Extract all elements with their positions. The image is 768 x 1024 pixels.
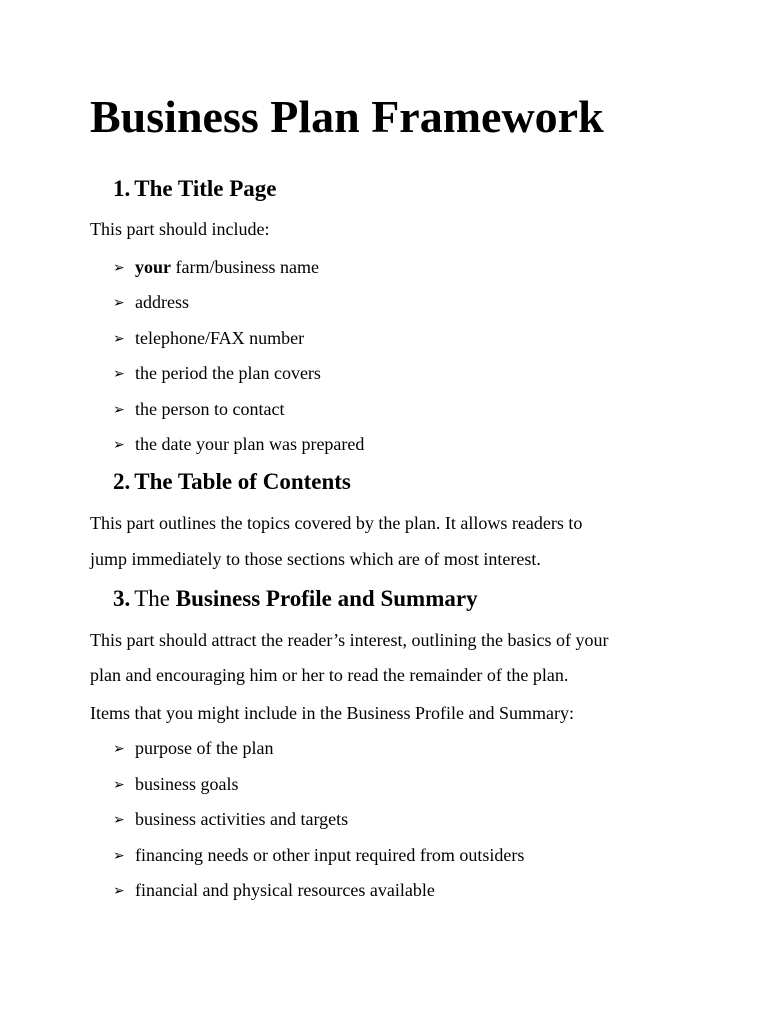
list-item — [113, 362, 321, 385]
list-item-text: the date your plan was prepared — [135, 434, 365, 454]
section-heading-table-of-contents — [113, 468, 351, 496]
list-item — [113, 291, 189, 314]
list-item — [113, 844, 524, 867]
paragraph-line: jump immediately to those sections which are of most interest. — [90, 549, 541, 569]
list-item-text: financing needs or other input required from outsiders — [135, 845, 525, 865]
arrow-bullet-icon: ➢ — [113, 848, 125, 864]
arrow-bullet-icon: ➢ — [113, 777, 125, 793]
list-item-bold: your — [135, 257, 171, 277]
list-item-text: address — [135, 292, 189, 312]
arrow-bullet-icon: ➢ — [113, 741, 125, 757]
section-heading-text: The Title Page — [134, 176, 277, 201]
arrow-bullet-icon: ➢ — [113, 402, 125, 418]
list-item-text: the person to contact — [135, 399, 285, 419]
list-item-text: telephone/FAX number — [135, 328, 305, 348]
arrow-bullet-icon: ➢ — [113, 331, 125, 347]
section-heading-title-page — [113, 175, 277, 203]
section-intro: This part should include: — [90, 219, 270, 239]
arrow-bullet-icon: ➢ — [113, 812, 125, 828]
list-item — [113, 256, 319, 279]
arrow-bullet-icon: ➢ — [113, 366, 125, 382]
section-number: 3. — [113, 586, 131, 611]
paragraph-line: This part outlines the topics covered by the plan. It allows readers to — [90, 513, 583, 533]
paragraph-line: Items that you might include in the Business Profile and Summary: — [90, 703, 574, 723]
list-item-text: business goals — [135, 774, 239, 794]
list-item — [113, 773, 239, 796]
paragraph-line: This part should attract the reader’s interest, outlining the basics of your — [90, 630, 609, 650]
list-item — [113, 879, 435, 902]
list-item — [113, 433, 364, 456]
list-item-text: farm/business name — [171, 257, 319, 277]
list-item-text: purpose of the plan — [135, 738, 274, 758]
section-heading-text: Business Profile and Summary — [175, 586, 478, 611]
list-item — [113, 808, 348, 831]
document-title: Business Plan Framework — [90, 91, 604, 142]
list-item-text: the period the plan covers — [135, 363, 321, 383]
arrow-bullet-icon: ➢ — [113, 260, 125, 276]
arrow-bullet-icon: ➢ — [113, 295, 125, 311]
list-item-text: business activities and targets — [135, 809, 349, 829]
list-item-text: financial and physical resources available — [135, 880, 435, 900]
section-number: 1. — [113, 176, 131, 201]
paragraph-line: plan and encouraging him or her to read the remainder of the plan. — [90, 665, 569, 685]
section-heading-text: The Table of Contents — [134, 469, 351, 494]
section-heading-plain-text: The — [134, 586, 176, 611]
list-item — [113, 398, 284, 421]
arrow-bullet-icon: ➢ — [113, 883, 125, 899]
section-number: 2. — [113, 469, 131, 494]
arrow-bullet-icon: ➢ — [113, 437, 125, 453]
section-heading-business-profile — [113, 585, 478, 613]
list-item — [113, 327, 304, 350]
list-item — [113, 737, 273, 760]
